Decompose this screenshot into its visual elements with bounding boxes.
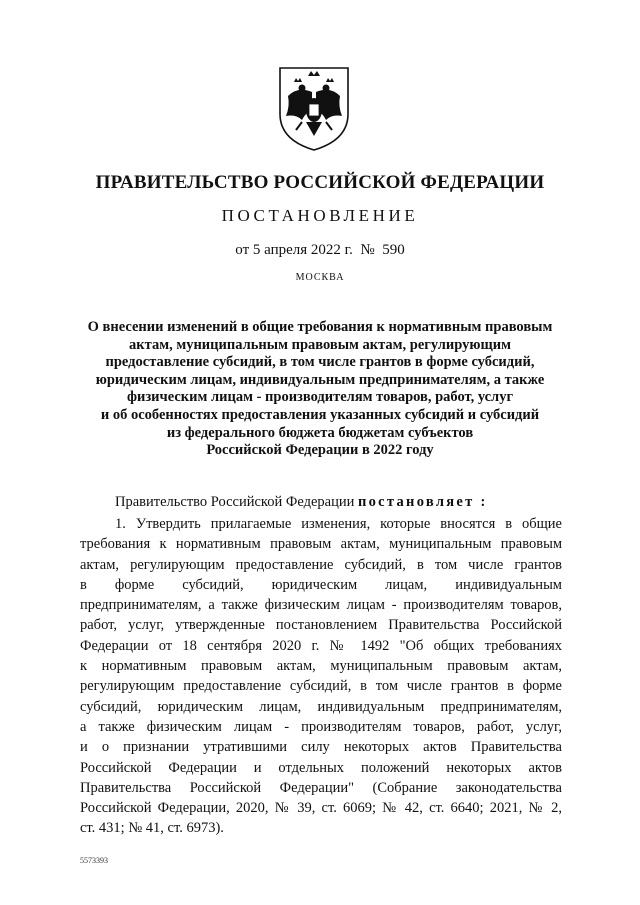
heading-line: из федерального бюджета бюджетам субъектов	[166, 424, 474, 441]
body-line: 1. Утвердить прилагаемые изменения, которые вносятся в общие	[115, 516, 562, 532]
document-type: ПОСТАНОВЛЕНИЕ	[221, 206, 419, 225]
document-city: МОСКВА	[295, 272, 345, 283]
body-line: ст. 431; № 41, ст. 6973).	[80, 820, 224, 837]
document-id: 5573393	[80, 856, 108, 865]
body-line: в форме субсидий, юридическим лицам, индивидуальным	[80, 576, 562, 593]
body-line: регулирующим предоставление субсидий, в том числе грантов в форме	[80, 678, 562, 695]
body-line: актам, регулирующим предоставление субсидий, в том числе грантов	[80, 556, 562, 573]
heading-line: юридическим лицам, индивидуальным предпринимателям, а также	[95, 371, 545, 388]
heading-line: Российской Федерации в 2022 году	[206, 442, 434, 459]
heading-line: физическим лицам - производителям товаров, работ, услуг	[126, 389, 514, 406]
preamble	[115, 494, 488, 511]
body-line: и о признании утратившими силу некоторых актов Правительства	[80, 739, 562, 756]
body-line: Российской Федерации, 2020, № 39, ст. 6069; № 42, ст. 6640; 2021, № 2,	[80, 800, 562, 817]
body-line: Российской Федерации и отдельных положений некоторых актов	[80, 759, 562, 776]
body-line: к нормативным правовым актам, муниципальным правовым актам,	[80, 658, 562, 675]
coat-of-arms-emblem	[272, 62, 356, 152]
heading-line: предоставление субсидий, в том числе грантов в форме субсидий,	[105, 354, 535, 371]
preamble-text: Правительство Российской Федерации	[115, 494, 358, 510]
body-line: Правительства Российской Федерации" (Собрание законодательства	[80, 779, 562, 796]
document-heading	[60, 319, 580, 460]
body-line: а также физическим лицам - производителям товаров, работ, услуг,	[80, 718, 562, 735]
decree-word: постановляет :	[357, 494, 488, 510]
heading-line: актам, муниципальным правовым актам, регулирующим	[129, 336, 511, 353]
document-date-number: от 5 апреля 2022 г. № 590	[235, 242, 405, 258]
body-line: работ, услуг, утвержденные постановлением Правительства Российской	[80, 617, 562, 634]
government-title: ПРАВИТЕЛЬСТВО РОССИЙСКОЙ ФЕДЕРАЦИИ	[95, 172, 545, 193]
heading-line: О внесении изменений в общие требования к нормативным правовым	[87, 319, 553, 335]
body-line: субсидий, юридическим лицам, индивидуальным предпринимателям,	[80, 698, 562, 715]
body-line: требования к нормативным правовым актам, муниципальным правовым	[80, 536, 562, 553]
body-paragraph	[80, 514, 562, 839]
heading-line: и об особенностях предоставления указанных субсидий и субсидий	[100, 406, 540, 423]
body-line: предпринимателям, а также физическим лицам - производителям товаров,	[80, 597, 562, 614]
body-line: Федерации от 18 сентября 2020 г. № 1492 "Об общих требованиях	[80, 637, 562, 654]
